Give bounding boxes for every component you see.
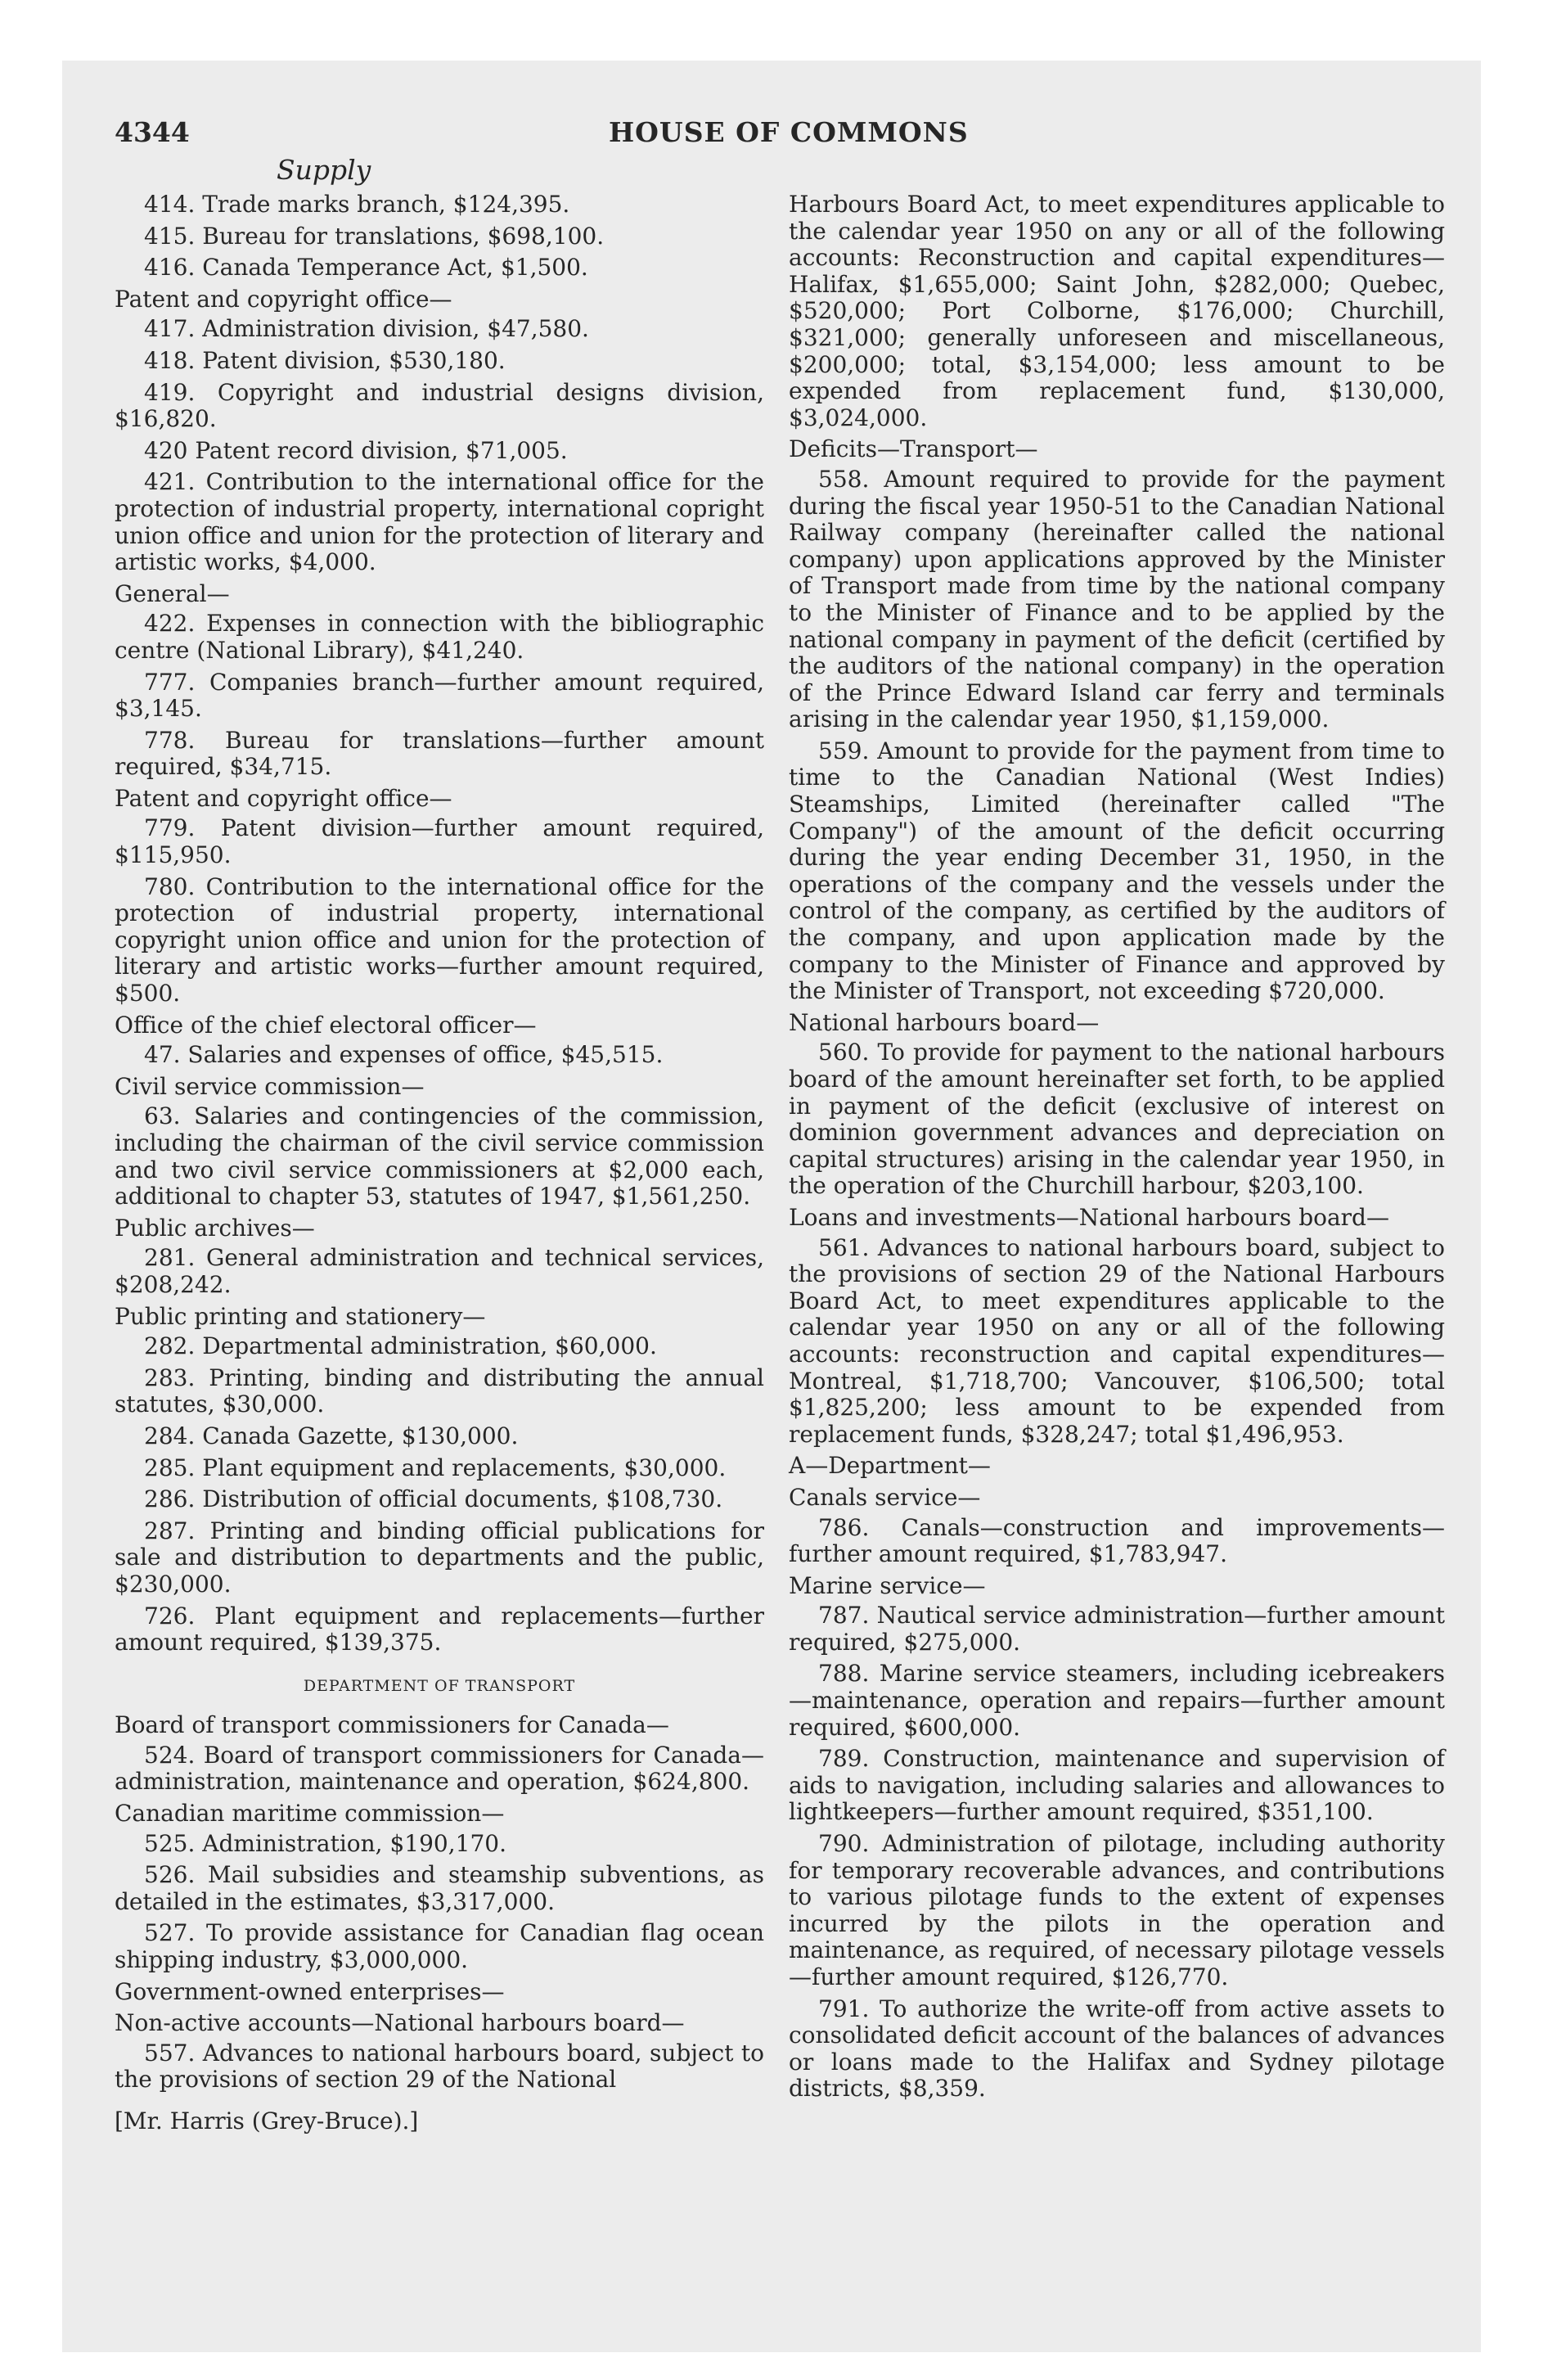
left-column	[115, 192, 764, 2140]
estimate-item: 420 Patent record division, $71,005.	[144, 436, 568, 464]
estimate-item: 526. Mail subsidies and steamship subventions, as detailed in the estimates, $3,317,000.	[115, 1861, 764, 1915]
estimate-item: 557. Advances to national harbours board, subject to the provisions of section 29 of the National	[115, 2039, 764, 2094]
estimate-item: 789. Construction, maintenance and supervision of aids to navigation, including salaries and allowances to lightkeepers—further amount required, $351,100.	[789, 1745, 1445, 1826]
estimate-item: 281. General administration and technical services, $208,242.	[115, 1244, 764, 1298]
estimate-item: 287. Printing and binding official publications for sale and distribution to departments and the public, $230,000.	[115, 1517, 764, 1598]
page-number: 4344	[115, 116, 190, 148]
page-title: HOUSE OF COMMONS	[609, 116, 969, 148]
estimate-item: 559. Amount to provide for the payment from time to time to the Canadian National (West Indies) Steamships, Limited (hereinafter called "The Company") of the amount of the deficit occurring during the year ending December 31, 1950, in the operations of the company and the vessels under the control of the company, as certified by the auditors of the company, and upon application made by the company to the Minister of Finance and approved by the Minister of Transport, not exceeding $720,000.	[789, 737, 1445, 1005]
estimate-item: 422. Expenses in connection with the bibliographic centre (National Library), $41,240.	[115, 610, 764, 664]
section-heading: Patent and copyright office—	[115, 285, 452, 313]
estimate-item: 561. Advances to national harbours board, subject to the provisions of section 29 of the National Harbours Board Act, to meet expenditures applicable to the calendar year 1950 on any or all of the following accounts: reconstruction and capital expenditures—Montreal, $1,718,700; Vancouver, $106,500; total $1,825,200; less amount to be expended from replacement funds, $328,247; total $1,496,953.	[789, 1233, 1445, 1448]
section-title: Supply	[277, 154, 371, 186]
section-heading: General—	[115, 579, 230, 607]
section-heading: A—Department—	[789, 1452, 991, 1480]
section-heading: Non-active accounts—National harbours board—	[115, 2009, 685, 2037]
estimate-item: 286. Distribution of official documents, $108,730.	[144, 1485, 723, 1513]
section-heading: Patent and copyright office—	[115, 784, 452, 812]
estimate-item: 791. To authorize the write-off from active assets to consolidated deficit account of the balances of advances or loans made to the Halifax and Sydney pilotage districts, $8,359.	[789, 1995, 1445, 2103]
estimate-item: 282. Departmental administration, $60,000.	[144, 1332, 657, 1360]
estimate-item: 419. Copyright and industrial designs division, $16,820.	[115, 378, 764, 433]
department-heading: DEPARTMENT OF TRANSPORT	[303, 1676, 576, 1695]
estimate-item: 787. Nautical service administration—further amount required, $275,000.	[789, 1602, 1445, 1656]
estimate-item: 525. Administration, $190,170.	[144, 1829, 506, 1857]
estimate-item: 780. Contribution to the international office for the protection of industrial property, international copyright union office and union for the protection of literary and artistic works—further amount required, $500.	[115, 872, 764, 1007]
estimate-item: 417. Administration division, $47,580.	[144, 315, 589, 343]
section-heading: Loans and investments—National harbours board—	[789, 1203, 1389, 1231]
section-heading: Board of transport commissioners for Canada—	[115, 1711, 669, 1739]
section-heading: Civil service commission—	[115, 1072, 425, 1100]
estimate-item: 524. Board of transport commissioners for Canada—administration, maintenance and operation, $624,800.	[115, 1741, 764, 1796]
estimate-item: 788. Marine service steamers, including icebreakers—maintenance, operation and repairs—further amount required, $600,000.	[789, 1660, 1445, 1741]
estimate-item: 779. Patent division—further amount required, $115,950.	[115, 814, 764, 869]
section-heading: Canadian maritime commission—	[115, 1800, 505, 1828]
estimate-item: 421. Contribution to the international office for the protection of industrial property, international copright union office and union for the protection of literary and artistic works, $4,000.	[115, 468, 764, 576]
estimate-item: 560. To provide for payment to the national harbours board of the amount hereinafter set forth, to be applied in payment of the deficit (exclusive of interest on dominion government advances and depreciation on capital structures) arising in the calendar year 1950, in the operation of the Churchill harbour, $203,100.	[789, 1039, 1445, 1200]
estimate-item: 418. Patent division, $530,180.	[144, 346, 506, 374]
estimate-item: 527. To provide assistance for Canadian flag ocean shipping industry, $3,000,000.	[115, 1919, 764, 1974]
estimate-item: 416. Canada Temperance Act, $1,500.	[144, 254, 588, 282]
section-heading: Canals service—	[789, 1483, 981, 1511]
estimate-item: 284. Canada Gazette, $130,000.	[144, 1422, 519, 1449]
section-heading: Public printing and stationery—	[115, 1302, 486, 1330]
section-heading: Public archives—	[115, 1214, 315, 1242]
section-heading: Marine service—	[789, 1571, 986, 1599]
estimate-item: 786. Canals—construction and improvements—further amount required, $1,783,947.	[789, 1513, 1445, 1568]
estimate-item: 726. Plant equipment and replacements—further amount required, $139,375.	[115, 1602, 764, 1657]
speaker-attribution: [Mr. Harris (Grey-Bruce).]	[115, 2107, 419, 2134]
estimate-item: 790. Administration of pilotage, including authority for temporary recoverable advances, and contributions to various pilotage funds to the extent of expenses incurred by the pilots in the operation and maintenance, as required, of necessary pilotage vessels—further amount required, $126,770.	[789, 1830, 1445, 1990]
estimate-item: 47. Salaries and expenses of office, $45,515.	[144, 1041, 664, 1069]
estimate-item: 63. Salaries and contingencies of the commission, including the chairman of the civil service commission and two civil service commissioners at $2,000 each, additional to chapter 53, statutes of 1947, $1,561,250.	[115, 1102, 764, 1210]
estimate-item: 283. Printing, binding and distributing the annual statutes, $30,000.	[115, 1364, 764, 1418]
section-heading: Deficits—Transport—	[789, 435, 1038, 463]
continued-paragraph: Harbours Board Act, to meet expenditures applicable to the calendar year 1950 on any or all of the following accounts: Reconstruction and capital expenditures—Halifax, $1,655,000; Saint John, $282,000; Quebec, $520,000; Port Colborne, $176,000; Churchill, $321,000; generally unforeseen and miscellaneous, $200,000; total, $3,154,000; less amount to be expended from replacement fund, $130,000, $3,024,000.	[789, 191, 1445, 431]
estimate-item: 414. Trade marks branch, $124,395.	[144, 191, 570, 218]
estimate-item: 285. Plant equipment and replacements, $30,000.	[144, 1454, 727, 1481]
section-heading: National harbours board—	[789, 1008, 1100, 1036]
section-heading: Government-owned enterprises—	[115, 1977, 505, 2005]
estimate-item: 558. Amount required to provide for the payment during the fiscal year 1950-51 to the Canadian National Railway company (hereinafter called the national company) upon applications approved by the Minister of Transport made from time by the national company to the Minister of Finance and to be applied by the national company in payment of the deficit (certified by the auditors of the national company) in the operation of the Prince Edward Island car ferry and terminals arising in the calendar year 1950, $1,159,000.	[789, 465, 1445, 733]
page-header	[115, 116, 1456, 157]
estimate-item: 777. Companies branch—further amount required, $3,145.	[115, 668, 764, 723]
section-heading: Office of the chief electoral officer—	[115, 1011, 537, 1039]
right-column	[789, 192, 1445, 2107]
estimate-item: 778. Bureau for translations—further amount required, $34,715.	[115, 726, 764, 781]
estimate-item: 415. Bureau for translations, $698,100.	[144, 222, 605, 250]
